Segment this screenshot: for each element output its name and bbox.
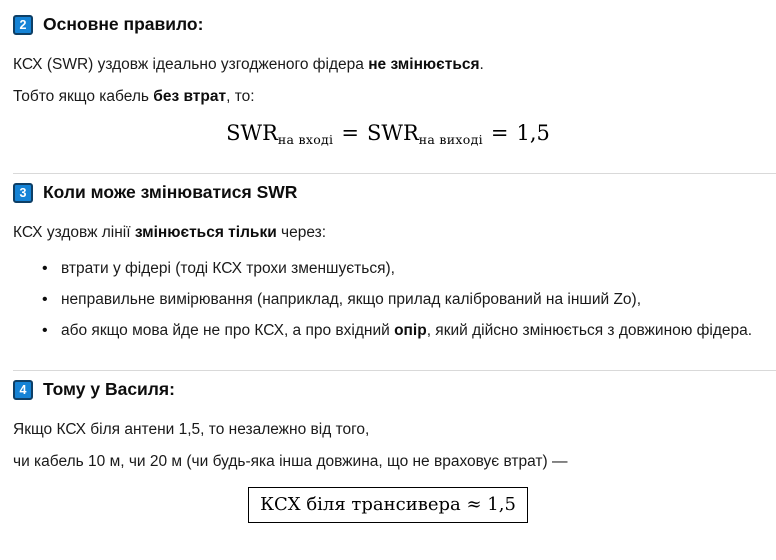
reasons-list xyxy=(13,259,776,341)
section-4-heading-text: Тому у Василя: xyxy=(43,379,175,399)
paragraph xyxy=(13,223,776,243)
text-run: , який дійсно змінюється з довжиною фідера. xyxy=(426,322,753,339)
text-run: КСХ (SWR) уздовж ідеально узгодженого фідера xyxy=(13,56,369,73)
text-run: Тобто якщо кабель xyxy=(13,88,154,105)
section-divider xyxy=(13,173,776,174)
section-3-heading xyxy=(13,182,776,203)
section-when-swr-changes xyxy=(13,182,776,341)
paragraph xyxy=(13,87,776,107)
text-run: , то: xyxy=(226,88,255,105)
swr-equation xyxy=(13,121,776,147)
equals-sign: = xyxy=(490,121,509,145)
section-3-heading-text: Коли може змінюватися SWR xyxy=(43,182,298,202)
bold-text-run: опір xyxy=(394,322,427,339)
text-run: або якщо мова йде не про КСХ, а про вхідний xyxy=(61,322,395,339)
math-value: 1,5 xyxy=(516,121,550,145)
math-term: SWR xyxy=(226,121,278,145)
result-formula-container xyxy=(13,487,776,523)
text-run: . xyxy=(479,56,484,73)
text-run: КСХ уздовж лінії xyxy=(13,224,135,241)
keycap-4-icon: 4 xyxy=(13,380,33,400)
text-run: через: xyxy=(276,224,327,241)
boxed-result-equation: КСХ біля трансивера ≈ 1,5 xyxy=(248,487,528,523)
list-item xyxy=(42,259,776,279)
bold-text-run: не змінюється xyxy=(368,56,480,73)
text-run: неправильне вимірювання (наприклад, якщо прилад калібрований на інший Zo), xyxy=(61,291,642,308)
keycap-3-icon: 3 xyxy=(13,183,33,203)
section-divider xyxy=(13,370,776,371)
equals-sign: = xyxy=(341,121,359,145)
list-item xyxy=(42,290,776,310)
math-subscript: на виході xyxy=(418,132,483,147)
section-2-heading xyxy=(13,14,776,35)
math-term: SWR xyxy=(366,121,419,145)
section-4-heading xyxy=(13,379,776,400)
section-basic-rule xyxy=(13,14,776,147)
list-item xyxy=(42,321,776,341)
section-2-heading-text: Основне правило: xyxy=(43,14,204,34)
paragraph xyxy=(13,55,776,75)
section-conclusion xyxy=(13,379,776,523)
bold-text-run: змінюється тільки xyxy=(134,224,277,241)
keycap-2-icon: 2 xyxy=(13,15,33,35)
bold-text-run: без втрат xyxy=(153,88,227,105)
text-run: втрати у фідері (тоді КСХ трохи зменшується), xyxy=(61,260,395,277)
paragraph: Якщо КСХ біля антени 1,5, то незалежно від того, xyxy=(13,421,370,438)
math-subscript: на вході xyxy=(277,132,334,147)
paragraph: чи кабель 10 м, чи 20 м (чи будь-яка інша довжина, що не враховує втрат) — xyxy=(13,453,568,470)
